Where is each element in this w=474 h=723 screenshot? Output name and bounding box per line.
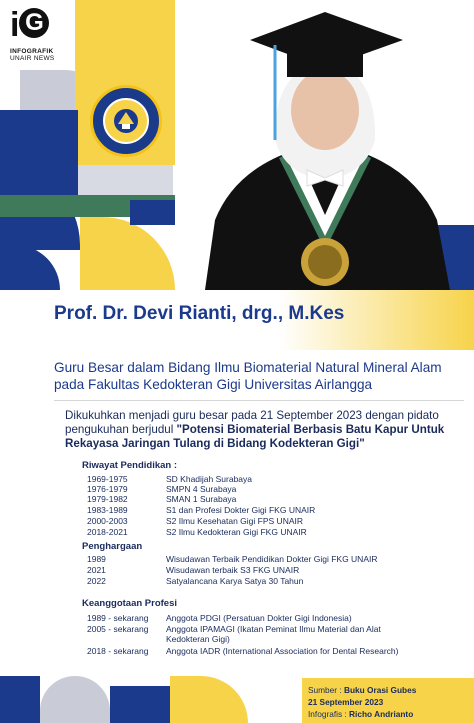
university-seal-icon <box>90 85 162 157</box>
seal-emblem <box>103 98 149 144</box>
education-year: 1976-1979 <box>87 484 128 494</box>
divider <box>54 400 464 401</box>
logo-letter-i: i <box>10 6 18 44</box>
education-desc: S2 Ilmu Kedokteran Gigi FKG UNAIR <box>166 527 307 537</box>
credits-infografis-label: Infografis : <box>308 709 350 719</box>
deco-grey-bottom <box>40 676 110 723</box>
profile-name: Prof. Dr. Devi Rianti, drg., M.Kes <box>54 303 345 324</box>
credits-infografis-value: Richo Andrianto <box>349 709 414 719</box>
education-year: 2000-2003 <box>87 516 128 526</box>
deco-yellow-bottom <box>170 676 248 723</box>
education-desc: SMAN 1 Surabaya <box>166 494 237 504</box>
credits-source-line <box>302 678 474 696</box>
education-year: 2018-2021 <box>87 527 128 537</box>
membership-desc: Anggota PDGI (Persatuan Dokter Gigi Indonesia) <box>166 613 352 623</box>
credits-infografis-line <box>302 708 474 720</box>
credits-date: 21 September 2023 <box>308 697 384 707</box>
deco-navy-bottom-2 <box>110 686 170 723</box>
credits-source-value: Buku Orasi Gubes <box>343 685 417 695</box>
membership-desc: Anggota IPAMAGI (Ikatan Peminat Ilmu Material dan Alat Kedokteran Gigi) <box>166 624 381 644</box>
membership-year: 2018 - sekarang <box>87 646 149 656</box>
deco-navy-small <box>130 200 175 225</box>
credits-box <box>302 678 474 723</box>
education-desc: SMPN 4 Surabaya <box>166 484 237 494</box>
intro-text: Dikukuhkan menjadi guru besar pada 21 September 2023 dengan pidato pengukuhan berjudul <box>65 409 439 436</box>
footer-graphic <box>0 676 248 723</box>
membership-year: 1989 - sekarang <box>87 613 149 623</box>
deco-grey-quarter <box>78 165 173 195</box>
credits-source-label: Sumber : <box>308 685 344 695</box>
profile-subtitle: Guru Besar dalam Bidang Ilmu Biomaterial Natural Mineral Alam pada Fakultas Kedokteran Gigi Universitas Airlangga <box>54 360 442 392</box>
membership-heading: Keanggotaan Profesi <box>82 598 178 609</box>
membership-year: 2005 - sekarang <box>87 624 149 634</box>
education-heading: Riwayat Pendidikan : <box>82 460 178 471</box>
portrait-image <box>175 0 474 290</box>
award-year: 2021 <box>87 565 106 575</box>
award-desc: Wisudawan Terbaik Pendidikan Dokter Gigi FKG UNAIR <box>166 554 378 564</box>
award-year: 2022 <box>87 576 106 586</box>
education-year: 1969-1975 <box>87 474 128 484</box>
awards-heading: Penghargaan <box>82 541 143 552</box>
brand-logo-subtitle <box>10 48 55 62</box>
logo-line1: INFOGRAFIK <box>10 48 54 55</box>
award-desc: Wisudawan terbaik S3 FKG UNAIR <box>166 565 300 575</box>
logo-letter-g: G <box>19 8 49 38</box>
award-desc: Satyalancana Karya Satya 30 Tahun <box>166 576 304 586</box>
brand-logo <box>10 8 49 42</box>
speech-title: "Potensi Biomaterial Berbasis Batu Kapur Untuk Rekayasa Jaringan Tulang di Bidang Kodekteran Gigi" <box>65 423 445 450</box>
education-desc: SD Khadijah Surabaya <box>166 474 253 484</box>
membership-desc: Anggota IADR (International Association for Dental Research) <box>166 646 399 656</box>
education-year: 1983-1989 <box>87 505 128 515</box>
logo-line2: UNAIR NEWS <box>10 55 55 62</box>
education-desc: S2 Ilmu Kesehatan Gigi FPS UNAIR <box>166 516 304 526</box>
education-year: 1979-1982 <box>87 494 128 504</box>
deco-yellow-quarter <box>80 217 175 290</box>
education-desc: S1 dan Profesi Dokter Gigi FKG UNAIR <box>166 505 316 515</box>
deco-navy-bottom <box>0 676 40 723</box>
intro-paragraph <box>65 409 465 451</box>
award-year: 1989 <box>87 554 106 564</box>
deco-navy-circle <box>0 245 60 290</box>
